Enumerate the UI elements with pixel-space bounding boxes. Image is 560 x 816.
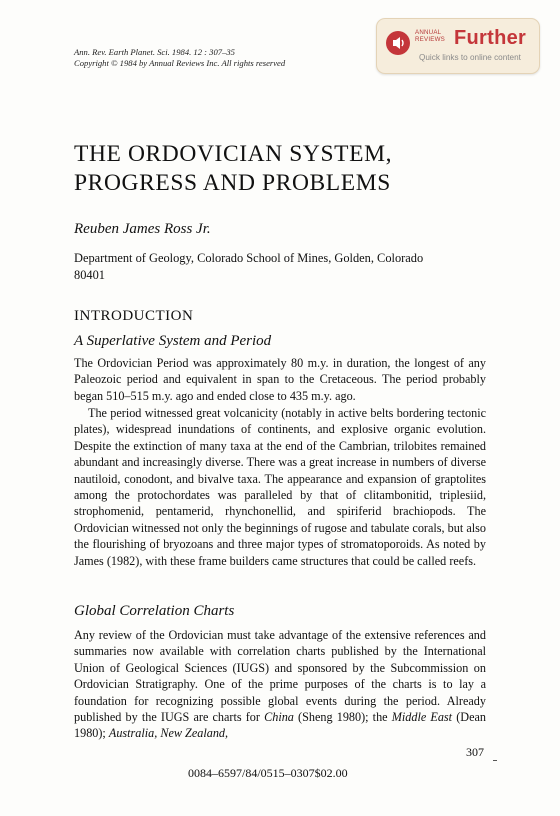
- subsection-heading-superlative: A Superlative System and Period: [74, 333, 272, 349]
- margin-mark: [493, 760, 497, 761]
- paragraph-1: The Ordovician Period was approximately 80 m.y. in duration, the longest of any Paleozoic period and equivalent in span to the Cretaceous. The period probably began 510–515 m.y. ago and ended close to 435 m.y. ago.: [74, 356, 486, 403]
- title-line2: PROGRESS AND PROBLEMS: [74, 169, 391, 196]
- paragraph-3: [74, 627, 486, 742]
- article-title: [74, 140, 392, 197]
- paragraph-2: The period witnessed great volcanicity (notably in active belts bordering tectonic plates), widespread inundations of continents, and explosive organic evolution. Despite the extinction of many taxa at the end of the Cambrian, trilobites remained abundant and increasingly diverse. There was a great increase in numbers of diverse nautiloid, conodont, and bivalve taxa. The appearance and expansion of graptolites among the protochordates was paralleled by that of clitambonitid, triplesiid, strophomenid, pentamerid, rhynchonellid, and spiriferid brachiopods. The Ordovician witnessed not only the beginnings of rugose and tabulate corals, but also the flourishing of bryozoans and three major types of stromatoporoids. As noted by James (1982), with these frame builders came structures that could be called reefs.: [74, 406, 486, 568]
- footer-code: 0084–6597/84/0515–0307$02.00: [188, 766, 348, 780]
- title-line1: THE ORDOVICIAN SYSTEM,: [74, 141, 393, 167]
- further-label: Further: [454, 27, 527, 49]
- journal-citation: Ann. Rev. Earth Planet. Sci. 1984. 12 : 307–35: [74, 47, 235, 57]
- copyright-line: Copyright © 1984 by Annual Reviews Inc. All rights reserved: [74, 58, 286, 68]
- paragraph-3-middle-east: Middle East: [391, 710, 453, 725]
- annual-reviews-wordmark: [415, 30, 445, 43]
- further-badge[interactable]: [376, 18, 540, 74]
- badge-small-line1: ANNUAL: [415, 29, 442, 36]
- author-name: Reuben James Ross Jr.: [74, 221, 211, 237]
- section-heading-introduction: INTRODUCTION: [74, 308, 194, 324]
- paragraph-3-text-3: (Dean 1980);: [74, 710, 486, 741]
- journal-header: [74, 47, 285, 69]
- paragraph-3-china: China: [264, 710, 294, 725]
- paragraph-3-text-2: (Sheng 1980); the: [293, 710, 392, 725]
- subsection-heading-correlation-charts: Global Correlation Charts: [74, 603, 235, 619]
- badge-small-line2: REVIEWS: [415, 35, 445, 43]
- paragraph-3-text: Any review of the Ordovician must take advantage of the extensive references and summaries now available with correlation charts published by the International Union of Geological Sciences (IUGS) and sponsored by the Subcommission on Ordovician Stratigraphy. One of the prime purposes of the charts is to lay a foundation for recognizing possible global events during the period. Already published by the IUGS are charts for: [74, 628, 486, 725]
- badge-tagline: Quick links to online content: [419, 53, 521, 62]
- paragraph-3-australia: Australia, New Zealand,: [108, 726, 229, 741]
- annual-reviews-logo-icon: [386, 31, 410, 55]
- page-number: 307: [466, 745, 484, 759]
- author-affiliation: Department of Geology, Colorado School of Mines, Golden, Colorado 80401: [74, 251, 424, 282]
